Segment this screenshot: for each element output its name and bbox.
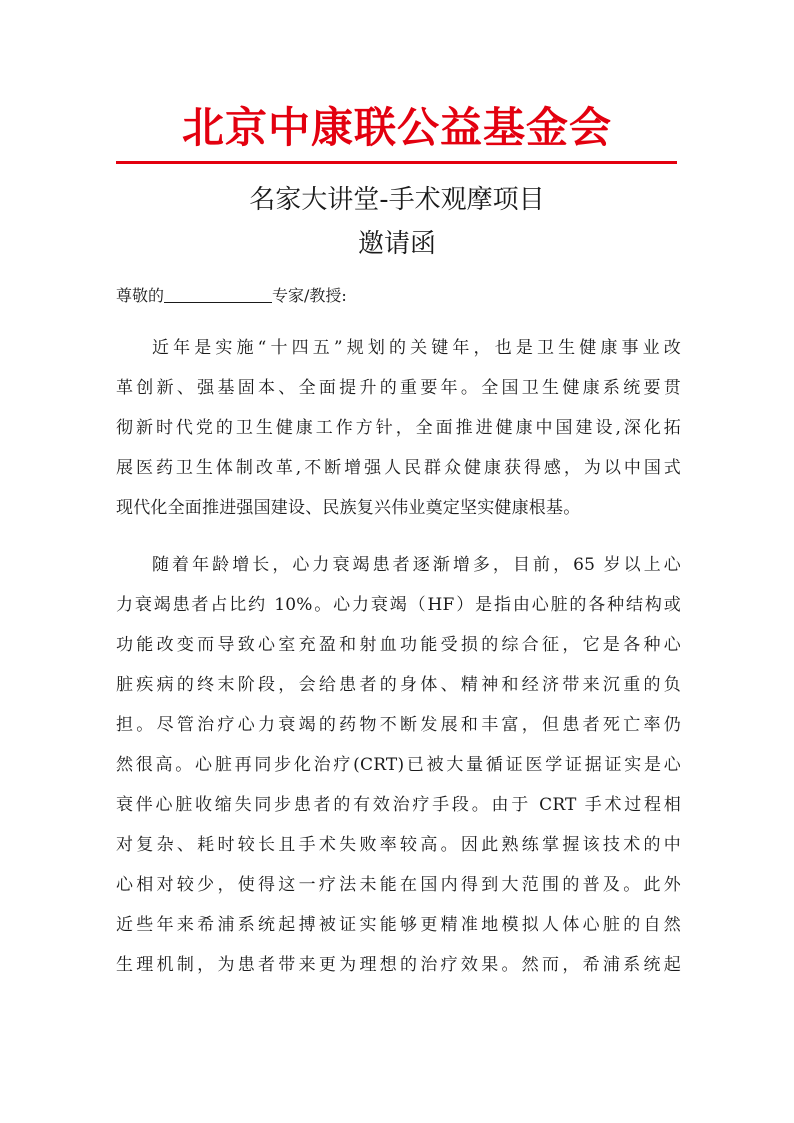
paragraph-line: 展医药卫生体制改革,不断增强人民群众健康获得感，为以中国式 (116, 458, 681, 478)
paragraph-line: 近些年来希浦系统起搏被证实能够更精准地模拟人体心脏的自然 (116, 915, 681, 935)
paragraph-line: 近年是实施“十四五”规划的关键年，也是卫生健康事业改 (152, 338, 681, 358)
paragraph-line: 担。尽管治疗心力衰竭的药物不断发展和丰富，但患者死亡率仍 (116, 715, 681, 735)
paragraph-line: 功能改变而导致心室充盈和射血功能受损的综合征，它是各种心 (116, 635, 681, 655)
paragraph-line: 生理机制，为患者带来更为理想的治疗效果。然而，希浦系统起 (116, 955, 681, 975)
paragraph-line: 心相对较少，使得这一疗法未能在国内得到大范围的普及。此外 (116, 875, 681, 895)
header-red-rule (116, 161, 677, 164)
paragraph-line: 然很高。心脏再同步化治疗(CRT)已被大量循证医学证据证实是心 (116, 755, 681, 775)
paragraph-line: 现代化全面推进强国建设、民族复兴伟业奠定坚实健康根基。 (116, 498, 581, 518)
paragraph-line: 随着年龄增长，心力衰竭患者逐渐增多，目前，65 岁以上心 (152, 555, 681, 575)
salutation (116, 281, 347, 311)
paragraph-line: 脏疾病的终末阶段，会给患者的身体、精神和经济带来沉重的负 (116, 675, 681, 695)
paragraph-line: 衰伴心脏收缩失同步患者的有效治疗手段。由于 CRT 手术过程相 (116, 795, 681, 815)
paragraph-1 (116, 328, 681, 528)
salutation-prefix: 尊敬的 (116, 286, 165, 305)
paragraph-line: 力衰竭患者占比约 10%。心力衰竭（HF）是指由心脏的各种结构或 (116, 595, 681, 615)
paragraph-line: 对复杂、耗时较长且手术失败率较高。因此熟练掌握该技术的中 (116, 835, 681, 855)
name-blank-line (164, 284, 272, 303)
paragraph-line: 革创新、强基固本、全面提升的重要年。全国卫生健康系统要贯 (116, 378, 681, 398)
document-title: 名家大讲堂-手术观摩项目 (249, 185, 545, 215)
salutation-suffix: 专家/教授: (272, 286, 347, 305)
document-subtitle: 邀请函 (357, 229, 436, 259)
paragraph-2 (116, 545, 681, 985)
organization-title: 北京中康联公益基金会 (181, 103, 612, 152)
paragraph-line: 彻新时代党的卫生健康工作方针，全面推进健康中国建设,深化拓 (116, 418, 681, 438)
